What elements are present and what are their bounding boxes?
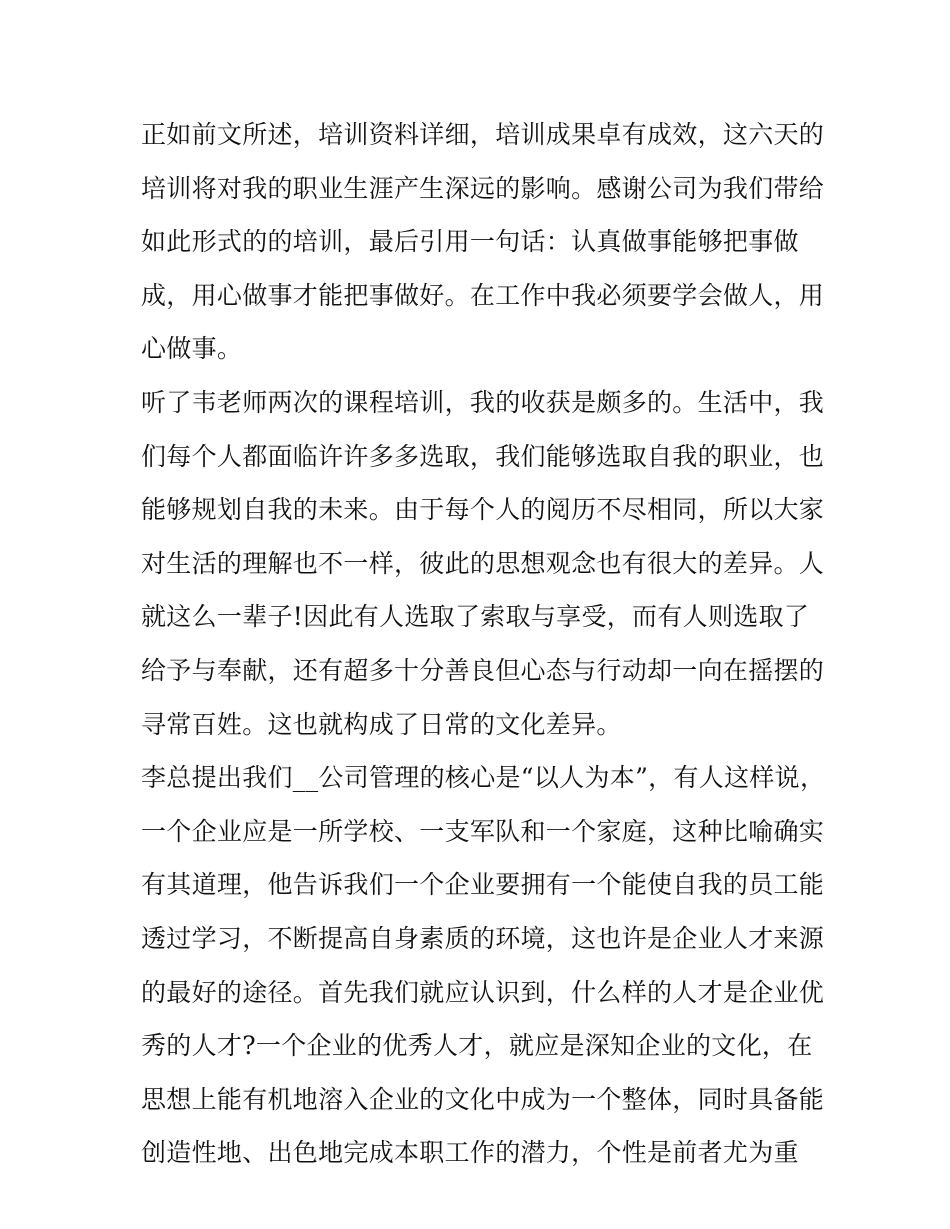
text-line: 给予与奉献，还有超多十分善良但心态与行动却一向在摇摆的 bbox=[141, 655, 825, 685]
text-line: 一个企业应是一所学校、一支军队和一个家庭，这种比喻确实 bbox=[141, 816, 825, 846]
text-line: 李总提出我们__公司管理的核心是“以人为本”，有人这样说， bbox=[141, 763, 826, 793]
text-line: 就这么一辈子!因此有人选取了索取与享受，而有人则选取了 bbox=[141, 602, 810, 632]
text-line: 正如前文所述，培训资料详细，培训成果卓有成效，这六天的 bbox=[141, 120, 825, 149]
text-line: 听了韦老师两次的课程培训，我的收获是颇多的。生活中，我 bbox=[141, 387, 825, 417]
text-line: 们每个人都面临许许多多选取，我们能够选取自我的职业，也 bbox=[141, 441, 825, 471]
text-line: 能够规划自我的未来。由于每个人的阅历不尽相同，所以大家 bbox=[141, 495, 825, 525]
paragraph-2 bbox=[141, 376, 825, 751]
text-line: 如此形式的的培训，最后引用一句话：认真做事能够把事做 bbox=[141, 227, 799, 257]
text-line: 秀的人才?一个企业的优秀人才，就应是深知企业的文化，在 bbox=[141, 1031, 813, 1061]
text-line: 的最好的途径。首先我们就应认识到，什么样的人才是企业优 bbox=[141, 977, 825, 1007]
paragraph-1 bbox=[141, 108, 825, 376]
text-line: 心做事。 bbox=[141, 334, 243, 364]
text-line: 培训将对我的职业生涯产生深远的影响。感谢公司为我们带给 bbox=[141, 173, 825, 203]
text-line: 成，用心做事才能把事做好。在工作中我必须要学会做人，用 bbox=[141, 280, 825, 310]
text-line: 有其道理，他告诉我们一个企业要拥有一个能使自我的员工能 bbox=[141, 870, 825, 900]
paragraph-3 bbox=[141, 751, 826, 1180]
text-line: 寻常百姓。这也就构成了日常的文化差异。 bbox=[141, 709, 622, 739]
text-line: 思想上能有机地溶入企业的文化中成为一个整体，同时具备能 bbox=[141, 1084, 825, 1114]
document-body bbox=[141, 108, 826, 1180]
text-line: 创造性地、出色地完成本职工作的潜力，个性是前者尤为重 bbox=[141, 1138, 799, 1168]
text-line: 对生活的理解也不一样，彼此的思想观念也有很大的差异。人 bbox=[141, 548, 825, 578]
text-line: 透过学习，不断提高自身素质的环境，这也许是企业人才来源 bbox=[141, 923, 825, 953]
